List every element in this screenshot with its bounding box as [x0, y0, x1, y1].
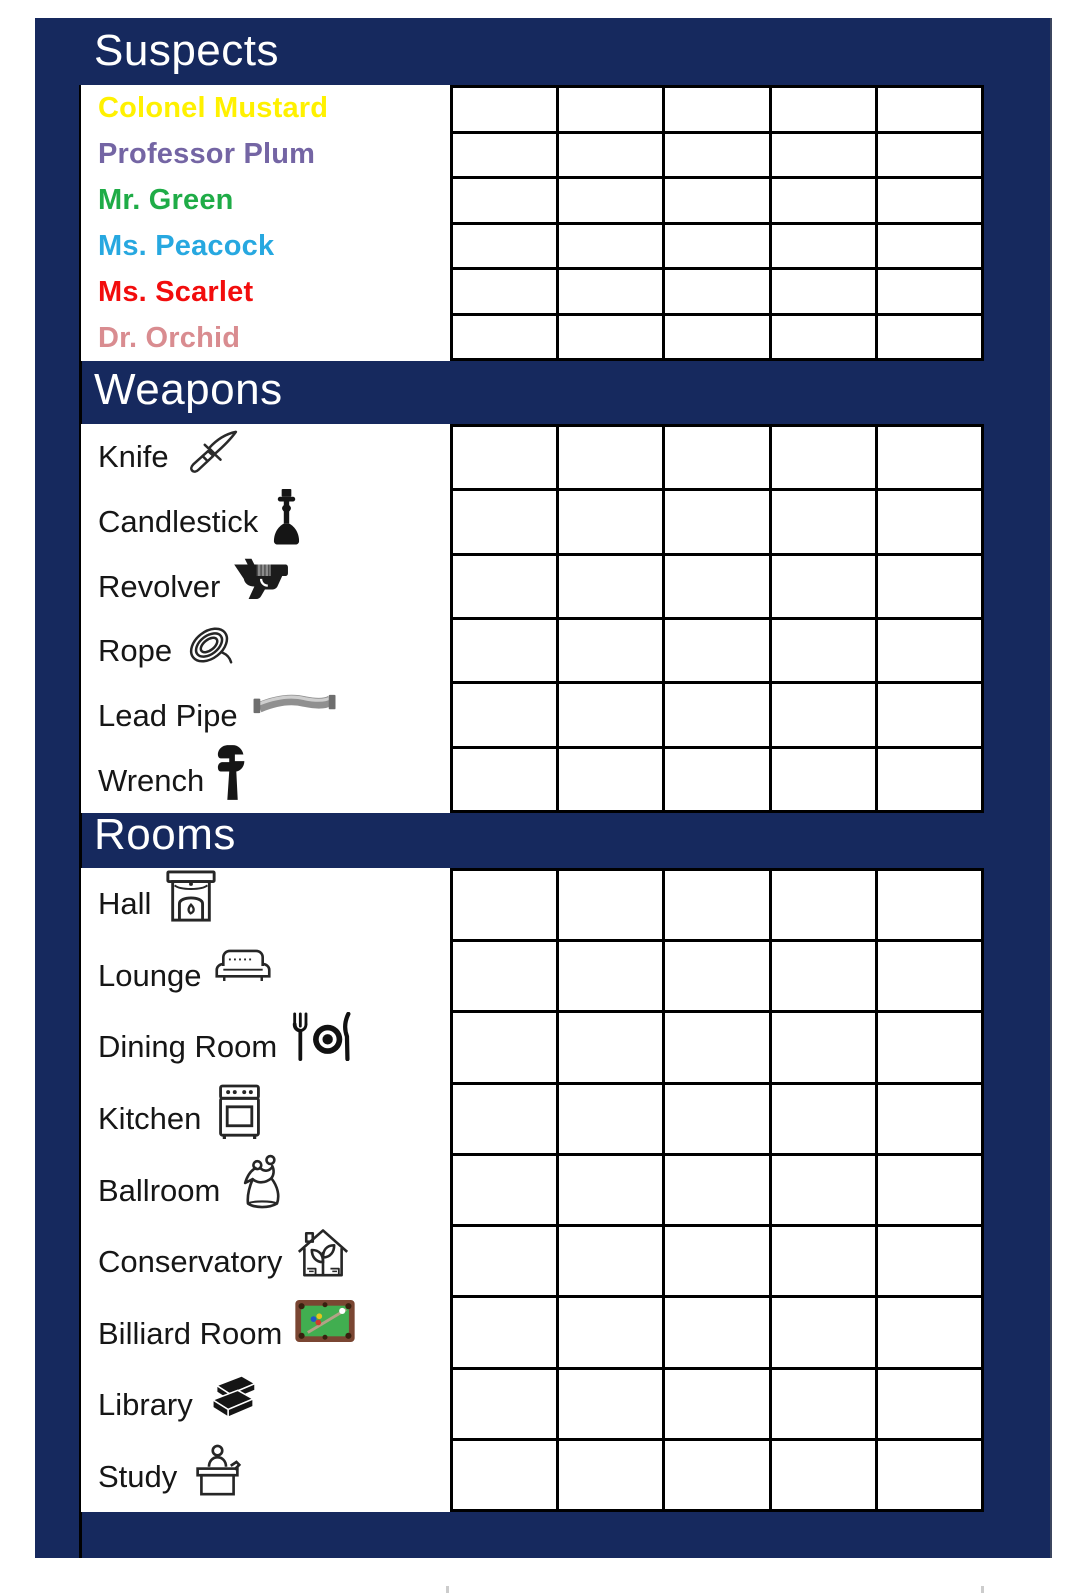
weapon-label: Rope [98, 633, 173, 669]
weapons-name-panel [81, 424, 450, 813]
mark-cell-weapons-r3-c5[interactable] [878, 556, 981, 617]
mark-cell-suspects-r2-c4[interactable] [772, 134, 875, 177]
ballroom-icon [232, 1153, 292, 1211]
mark-cell-rooms-r6-c5[interactable] [878, 1227, 981, 1295]
mark-cell-weapons-r6-c2[interactable] [559, 749, 662, 810]
mark-cell-rooms-r6-c4[interactable] [772, 1227, 875, 1295]
mark-cell-rooms-r8-c5[interactable] [878, 1370, 981, 1438]
mark-cell-rooms-r9-c4[interactable] [772, 1441, 875, 1509]
room-label: Kitchen [98, 1100, 202, 1136]
mark-cell-weapons-r5-c3[interactable] [665, 684, 768, 745]
mark-cell-weapons-r2-c2[interactable] [559, 491, 662, 552]
room-label: Lounge [98, 957, 202, 993]
mark-cell-rooms-r7-c5[interactable] [878, 1298, 981, 1366]
mark-cell-rooms-r1-c3[interactable] [665, 871, 768, 939]
mark-cell-rooms-r4-c1[interactable] [453, 1085, 556, 1153]
room-row-library [81, 1369, 450, 1441]
mark-cell-rooms-r5-c5[interactable] [878, 1156, 981, 1224]
suspect-label: Colonel Mustard [98, 91, 329, 124]
mark-cell-rooms-r3-c4[interactable] [772, 1013, 875, 1081]
mark-cell-rooms-r2-c2[interactable] [559, 942, 662, 1010]
suspect-row-colonel-mustard [81, 85, 450, 131]
mark-cell-weapons-r6-c1[interactable] [453, 749, 556, 810]
room-row-hall [81, 868, 450, 940]
mark-cell-rooms-r3-c1[interactable] [453, 1013, 556, 1081]
mark-cell-rooms-r5-c3[interactable] [665, 1156, 768, 1224]
mark-cell-rooms-r8-c1[interactable] [453, 1370, 556, 1438]
mark-cell-weapons-r1-c3[interactable] [665, 427, 768, 488]
mark-cell-weapons-r2-c5[interactable] [878, 491, 981, 552]
mark-cell-suspects-r5-c4[interactable] [772, 270, 875, 313]
mark-cell-rooms-r1-c2[interactable] [559, 871, 662, 939]
room-row-dining-room [81, 1011, 450, 1083]
lounge-icon [213, 945, 273, 985]
weapon-row-lead-pipe [81, 683, 450, 748]
billiard-room-icon [294, 1299, 356, 1343]
mark-cell-weapons-r4-c4[interactable] [772, 620, 875, 681]
mark-cell-weapons-r6-c4[interactable] [772, 749, 875, 810]
mark-cell-weapons-r5-c4[interactable] [772, 684, 875, 745]
mark-cell-weapons-r4-c2[interactable] [559, 620, 662, 681]
suspects-name-panel [81, 85, 450, 361]
mark-cell-suspects-r4-c1[interactable] [453, 225, 556, 268]
mark-cell-rooms-r8-c4[interactable] [772, 1370, 875, 1438]
mark-cell-suspects-r1-c5[interactable] [878, 88, 981, 131]
weapon-row-candlestick [81, 489, 450, 554]
gridline-stub [981, 1586, 984, 1593]
mark-cell-rooms-r7-c3[interactable] [665, 1298, 768, 1366]
rope-icon [184, 622, 236, 668]
mark-cell-weapons-r4-c3[interactable] [665, 620, 768, 681]
rooms-mark-grid [450, 868, 984, 1512]
mark-cell-weapons-r1-c5[interactable] [878, 427, 981, 488]
kitchen-icon [213, 1083, 266, 1142]
mark-cell-suspects-r1-c1[interactable] [453, 88, 556, 131]
suspect-label: Professor Plum [98, 137, 316, 170]
room-row-ballroom [81, 1154, 450, 1226]
room-label: Study [98, 1458, 178, 1494]
mark-cell-suspects-r4-c2[interactable] [559, 225, 662, 268]
mark-cell-suspects-r2-c1[interactable] [453, 134, 556, 177]
rooms-name-panel [81, 868, 450, 1512]
suspects-mark-grid [450, 85, 984, 361]
suspect-label: Dr. Orchid [98, 321, 241, 354]
mark-cell-rooms-r5-c4[interactable] [772, 1156, 875, 1224]
weapon-label: Candlestick [98, 503, 259, 539]
room-row-kitchen [81, 1083, 450, 1155]
suspect-label: Ms. Scarlet [98, 275, 254, 308]
mark-cell-rooms-r9-c5[interactable] [878, 1441, 981, 1509]
wrench-icon [216, 744, 250, 801]
weapon-row-revolver [81, 554, 450, 619]
mark-cell-rooms-r2-c3[interactable] [665, 942, 768, 1010]
mark-cell-rooms-r6-c3[interactable] [665, 1227, 768, 1295]
mark-cell-suspects-r3-c5[interactable] [878, 179, 981, 222]
mark-cell-weapons-r1-c2[interactable] [559, 427, 662, 488]
mark-cell-rooms-r7-c4[interactable] [772, 1298, 875, 1366]
mark-cell-weapons-r3-c3[interactable] [665, 556, 768, 617]
mark-cell-weapons-r3-c4[interactable] [772, 556, 875, 617]
mark-cell-rooms-r3-c3[interactable] [665, 1013, 768, 1081]
weapon-row-rope [81, 618, 450, 683]
room-row-conservatory [81, 1226, 450, 1298]
mark-cell-rooms-r1-c4[interactable] [772, 871, 875, 939]
mark-cell-suspects-r5-c3[interactable] [665, 270, 768, 313]
mark-cell-suspects-r2-c3[interactable] [665, 134, 768, 177]
mark-cell-rooms-r3-c2[interactable] [559, 1013, 662, 1081]
mark-cell-weapons-r3-c1[interactable] [453, 556, 556, 617]
mark-cell-weapons-r1-c4[interactable] [772, 427, 875, 488]
weapon-label: Revolver [98, 568, 221, 604]
mark-cell-suspects-r6-c1[interactable] [453, 316, 556, 359]
room-row-billiard-room [81, 1297, 450, 1369]
suspect-row-ms-scarlet [81, 269, 450, 315]
mark-cell-weapons-r5-c2[interactable] [559, 684, 662, 745]
weapon-label: Wrench [98, 763, 205, 799]
suspect-row-mr-green [81, 177, 450, 223]
mark-cell-weapons-r2-c3[interactable] [665, 491, 768, 552]
mark-cell-rooms-r2-c4[interactable] [772, 942, 875, 1010]
mark-cell-rooms-r3-c5[interactable] [878, 1013, 981, 1081]
mark-cell-suspects-r6-c3[interactable] [665, 316, 768, 359]
room-label: Conservatory [98, 1244, 283, 1280]
mark-cell-suspects-r3-c3[interactable] [665, 179, 768, 222]
mark-cell-rooms-r2-c1[interactable] [453, 942, 556, 1010]
mark-cell-rooms-r9-c3[interactable] [665, 1441, 768, 1509]
mark-cell-suspects-r6-c2[interactable] [559, 316, 662, 359]
knife-icon [181, 429, 239, 475]
mark-cell-rooms-r1-c1[interactable] [453, 871, 556, 939]
mark-cell-rooms-r5-c1[interactable] [453, 1156, 556, 1224]
mark-cell-suspects-r6-c5[interactable] [878, 316, 981, 359]
weapon-row-knife [81, 424, 450, 489]
weapon-label: Lead Pipe [98, 698, 238, 734]
suspect-label: Mr. Green [98, 183, 234, 216]
mark-cell-rooms-r7-c1[interactable] [453, 1298, 556, 1366]
mark-cell-suspects-r5-c1[interactable] [453, 270, 556, 313]
mark-cell-rooms-r4-c2[interactable] [559, 1085, 662, 1153]
room-label: Billiard Room [98, 1315, 283, 1351]
room-row-study [81, 1441, 450, 1513]
library-icon [205, 1373, 259, 1421]
mark-cell-weapons-r4-c5[interactable] [878, 620, 981, 681]
mark-cell-rooms-r6-c1[interactable] [453, 1227, 556, 1295]
weapons-mark-grid [450, 424, 984, 813]
mark-cell-rooms-r4-c3[interactable] [665, 1085, 768, 1153]
conservatory-icon [294, 1223, 352, 1277]
dining-room-icon [289, 1012, 355, 1061]
study-icon [189, 1444, 246, 1497]
mark-cell-suspects-r1-c4[interactable] [772, 88, 875, 131]
candlestick-icon [270, 488, 303, 546]
mark-cell-rooms-r2-c5[interactable] [878, 942, 981, 1010]
room-label: Ballroom [98, 1172, 221, 1208]
weapon-label: Knife [98, 438, 169, 474]
mark-cell-suspects-r3-c4[interactable] [772, 179, 875, 222]
mark-cell-suspects-r4-c4[interactable] [772, 225, 875, 268]
mark-cell-suspects-r4-c3[interactable] [665, 225, 768, 268]
mark-cell-weapons-r3-c2[interactable] [559, 556, 662, 617]
mark-cell-rooms-r4-c4[interactable] [772, 1085, 875, 1153]
mark-cell-weapons-r6-c3[interactable] [665, 749, 768, 810]
mark-cell-suspects-r5-c5[interactable] [878, 270, 981, 313]
mark-cell-weapons-r5-c5[interactable] [878, 684, 981, 745]
mark-cell-rooms-r4-c5[interactable] [878, 1085, 981, 1153]
room-label: Hall [98, 886, 152, 922]
rooms-section-header: Rooms [94, 810, 236, 859]
mark-cell-weapons-r5-c1[interactable] [453, 684, 556, 745]
suspect-row-professor-plum [81, 131, 450, 177]
mark-cell-weapons-r2-c4[interactable] [772, 491, 875, 552]
mark-cell-rooms-r9-c1[interactable] [453, 1441, 556, 1509]
mark-cell-rooms-r6-c2[interactable] [559, 1227, 662, 1295]
suspects-section-header: Suspects [94, 26, 279, 75]
mark-cell-rooms-r1-c5[interactable] [878, 871, 981, 939]
mark-cell-suspects-r3-c1[interactable] [453, 179, 556, 222]
suspect-row-ms-peacock [81, 223, 450, 269]
weapon-row-wrench [81, 748, 450, 813]
mark-cell-suspects-r6-c4[interactable] [772, 316, 875, 359]
hall-icon [163, 869, 219, 923]
gridline-stub [446, 1586, 449, 1593]
mark-cell-rooms-r8-c3[interactable] [665, 1370, 768, 1438]
mark-cell-suspects-r3-c2[interactable] [559, 179, 662, 222]
mark-cell-rooms-r9-c2[interactable] [559, 1441, 662, 1509]
mark-cell-suspects-r1-c2[interactable] [559, 88, 662, 131]
room-label: Library [98, 1387, 193, 1423]
mark-cell-suspects-r5-c2[interactable] [559, 270, 662, 313]
mark-cell-suspects-r1-c3[interactable] [665, 88, 768, 131]
room-row-lounge [81, 940, 450, 1012]
mark-cell-weapons-r1-c1[interactable] [453, 427, 556, 488]
revolver-icon [232, 552, 294, 600]
mark-cell-weapons-r4-c1[interactable] [453, 620, 556, 681]
mark-cell-rooms-r8-c2[interactable] [559, 1370, 662, 1438]
weapons-section-header: Weapons [94, 365, 283, 414]
mark-cell-rooms-r5-c2[interactable] [559, 1156, 662, 1224]
mark-cell-suspects-r4-c5[interactable] [878, 225, 981, 268]
suspect-row-dr-orchid [81, 315, 450, 361]
room-label: Dining Room [98, 1029, 278, 1065]
mark-cell-suspects-r2-c5[interactable] [878, 134, 981, 177]
lead-pipe-icon [250, 690, 340, 717]
mark-cell-weapons-r2-c1[interactable] [453, 491, 556, 552]
mark-cell-suspects-r2-c2[interactable] [559, 134, 662, 177]
suspect-label: Ms. Peacock [98, 229, 275, 262]
mark-cell-rooms-r7-c2[interactable] [559, 1298, 662, 1366]
mark-cell-weapons-r6-c5[interactable] [878, 749, 981, 810]
